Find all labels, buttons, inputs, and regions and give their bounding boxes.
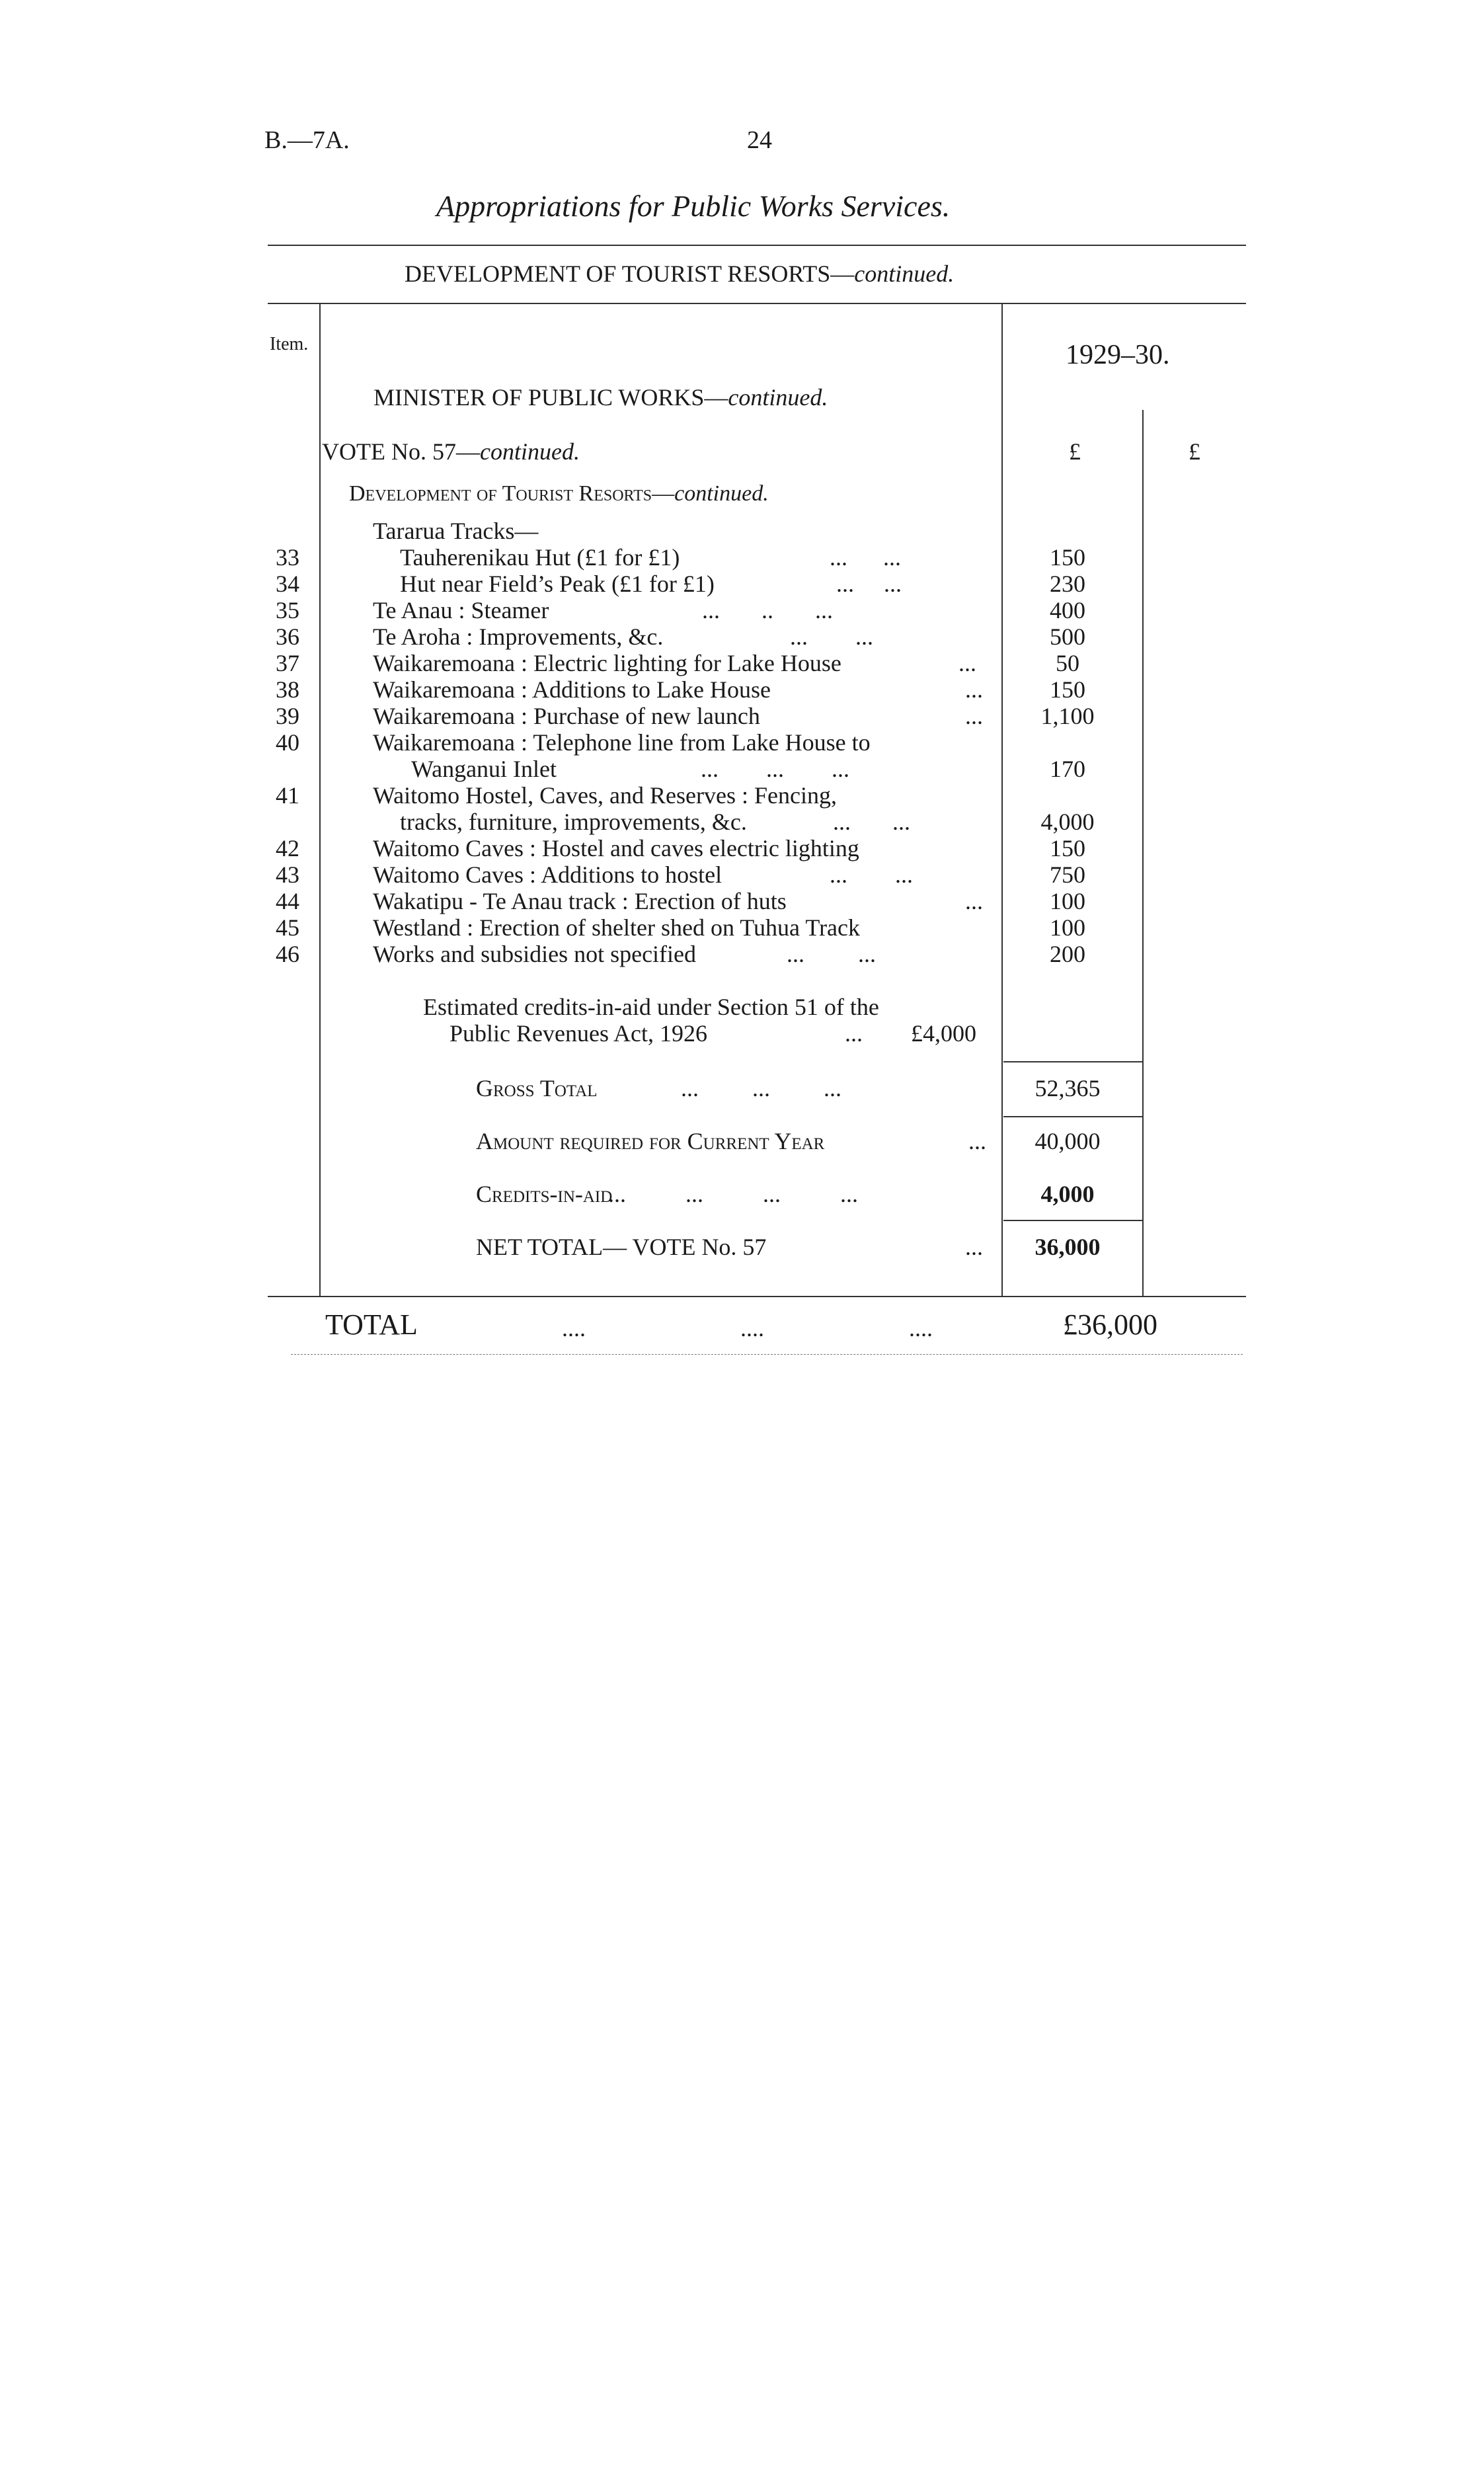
item-amount: 1,100	[1040, 703, 1095, 729]
table-top-rule	[268, 303, 1246, 304]
credits-note-line-2: Public Revenues Act, 1926	[449, 1020, 707, 1047]
leader-dots: ...	[965, 676, 983, 703]
subheading-suffix: continued.	[674, 481, 769, 506]
item-description: Waikaremoana : Telephone line from Lake House to	[373, 729, 871, 756]
item-number: 40	[276, 729, 299, 756]
item-description: Wakatipu - Te Anau track : Erection of huts	[373, 888, 787, 914]
item-amount: 150	[1050, 676, 1085, 703]
item-amount: 4,000	[1040, 809, 1095, 835]
leader-dots: ... ... ...	[701, 756, 849, 782]
amount-required-rule	[1003, 1116, 1142, 1117]
currency-symbol-second: £	[1189, 438, 1200, 465]
year-column-header: 1929–30.	[1066, 340, 1170, 370]
item-number: 35	[276, 597, 299, 623]
credits-in-aid-value: 4,000	[1040, 1181, 1095, 1207]
leader-dots: ...	[968, 1128, 986, 1154]
item-number: 42	[276, 835, 299, 861]
item-amount: 150	[1050, 835, 1085, 861]
leader-dots: ...	[845, 1020, 863, 1047]
grand-total-label: TOTAL	[325, 1308, 418, 1341]
section-heading-suffix: continued.	[854, 260, 955, 287]
item-column-header: Item.	[270, 334, 309, 354]
item-number: 45	[276, 914, 299, 941]
item-amount: 100	[1050, 914, 1085, 941]
leader-dots: ... ...	[830, 861, 913, 888]
item-amount: 750	[1050, 861, 1085, 888]
item-number: 41	[276, 782, 299, 809]
leader-dots: ... ...	[833, 809, 910, 835]
document-reference: B.—7A.	[264, 126, 350, 154]
amount-required-label: Amount required for Current Year	[476, 1128, 825, 1154]
item-description: Te Anau : Steamer	[373, 597, 549, 623]
item-description-continued: Wanganui Inlet	[411, 756, 557, 782]
item-number: 34	[276, 571, 299, 597]
item-amount: 100	[1050, 888, 1085, 914]
item-amount: 150	[1050, 544, 1085, 571]
leader-dots: ...	[965, 703, 983, 729]
item-description: Tauherenikau Hut (£1 for £1)	[400, 544, 680, 571]
leader-dots: ... ... ... ...	[608, 1181, 858, 1207]
section-heading	[405, 260, 954, 288]
gross-total-rule	[1003, 1061, 1142, 1062]
second-amount-column-divider	[1142, 410, 1144, 1296]
item-number: 44	[276, 888, 299, 914]
item-amount: 230	[1050, 571, 1085, 597]
currency-symbol-first: £	[1069, 438, 1081, 465]
net-total-value: 36,000	[1035, 1234, 1101, 1260]
leader-dots: ... ...	[790, 623, 873, 650]
item-number: 46	[276, 941, 299, 967]
gross-total-label: Gross Total	[476, 1075, 598, 1101]
leader-dots: ....	[740, 1315, 764, 1341]
leader-dots: ... ...	[830, 544, 901, 571]
item-description: Waikaremoana : Additions to Lake House	[373, 676, 771, 703]
item-number: 37	[276, 650, 299, 676]
minister-heading-text: MINISTER OF PUBLIC WORKS—	[373, 384, 728, 411]
item-description: Works and subsidies not specified	[373, 941, 697, 967]
item-description: Waitomo Caves : Additions to hostel	[373, 861, 722, 888]
section-heading-text: DEVELOPMENT OF TOURIST RESORTS—	[405, 260, 855, 287]
item-description: Te Aroha : Improvements, &c.	[373, 623, 664, 650]
item-description: Waitomo Hostel, Caves, and Reserves : Fencing,	[373, 782, 837, 809]
credits-note-amount: £4,000	[911, 1020, 976, 1047]
item-amount: 400	[1050, 597, 1085, 623]
credits-in-aid-label: Credits-in-aid	[476, 1181, 613, 1207]
item-amount: 170	[1050, 756, 1085, 782]
item-description: Hut near Field’s Peak (£1 for £1)	[400, 571, 715, 597]
item-description: Waikaremoana : Electric lighting for Lake House	[373, 650, 841, 676]
item-number: 33	[276, 544, 299, 571]
leader-dots: ....	[562, 1315, 586, 1341]
subheading	[349, 481, 769, 506]
leader-dots: ...	[958, 650, 976, 676]
credits-note-line-1: Estimated credits-in-aid under Section 51 of the	[423, 994, 879, 1020]
vote-heading-text: VOTE No. 57—	[322, 438, 480, 465]
net-total-label: NET TOTAL— VOTE No. 57	[476, 1234, 767, 1260]
footer-rule	[291, 1354, 1243, 1355]
page-title: Appropriations for Public Works Services.	[436, 189, 951, 223]
vote-heading	[322, 438, 580, 465]
leader-dots: ... .. ...	[702, 597, 833, 623]
leader-dots: ... ... ...	[681, 1075, 841, 1101]
leader-dots: ... ...	[787, 941, 876, 967]
minister-heading-suffix: continued.	[728, 384, 828, 411]
leader-dots: ...	[965, 888, 983, 914]
group-heading-tararua: Tararua Tracks—	[373, 518, 539, 544]
item-number: 38	[276, 676, 299, 703]
amount-column-divider	[1001, 304, 1003, 1296]
subheading-text: Development of Tourist Resorts—	[349, 481, 675, 506]
item-description: Waikaremoana : Purchase of new launch	[373, 703, 760, 729]
page-number: 24	[747, 126, 772, 154]
item-amount: 50	[1056, 650, 1079, 676]
net-total-rule	[1003, 1220, 1142, 1221]
leader-dots: ....	[909, 1315, 933, 1341]
item-amount: 500	[1050, 623, 1085, 650]
item-amount: 200	[1050, 941, 1085, 967]
item-number: 36	[276, 623, 299, 650]
gross-total-amount: 52,365	[1035, 1075, 1101, 1101]
table-bottom-rule	[268, 1296, 1246, 1297]
item-column-divider	[319, 304, 321, 1296]
minister-heading	[373, 383, 828, 411]
grand-total-value: £36,000	[1063, 1308, 1157, 1341]
item-number: 43	[276, 861, 299, 888]
item-description: Waitomo Caves : Hostel and caves electric lighting	[373, 835, 859, 861]
item-description: Westland : Erection of shelter shed on Tuhua Track	[373, 914, 861, 941]
leader-dots: ... ...	[836, 571, 902, 597]
item-description-continued: tracks, furniture, improvements, &c.	[400, 809, 747, 835]
amount-required-value: 40,000	[1035, 1128, 1101, 1154]
header-rule	[268, 245, 1246, 246]
leader-dots: ...	[965, 1234, 983, 1260]
vote-heading-suffix: continued.	[479, 438, 580, 465]
item-number: 39	[276, 703, 299, 729]
